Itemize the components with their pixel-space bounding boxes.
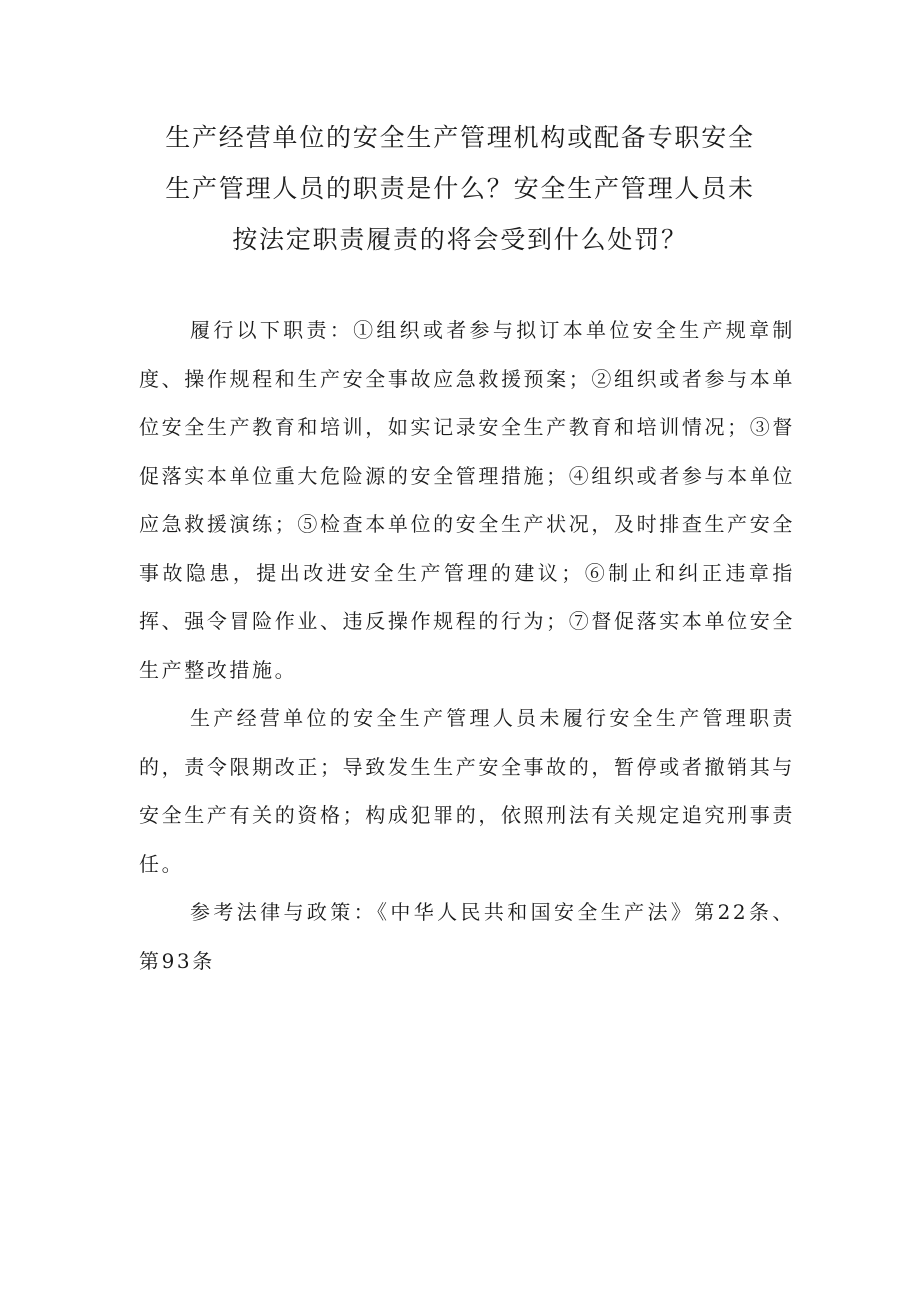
duties-paragraph: 履行以下职责：①组织或者参与拟订本单位安全生产规章制度、操作规程和生产安全事故应急救援预案；②组织或者参与本单位安全生产教育和培训，如实记录安全生产教育和培训情况；③督促落实本单位重大危险源的安全管理措施；④组织或者参与本单位应急救援演练；⑤检查本单位的安全生产状况，及时排查生产安全事故隐患，提出改进安全生产管理的建议；⑥制止和纠正违章指挥、强令冒险作业、违反操作规程的行为；⑦督促落实本单位安全生产整改措施。	[139, 318, 795, 682]
document-title	[150, 112, 770, 265]
title-line-3: 按法定职责履责的将会受到什么处罚？	[232, 225, 688, 254]
title-line-2: 生产管理人员的职责是什么？安全生产管理人员未	[165, 174, 755, 203]
title-line-1: 生产经营单位的安全生产管理机构或配备专职安全	[165, 123, 755, 152]
penalty-paragraph: 生产经营单位的安全生产管理人员未履行安全生产管理职责的，责令限期改正；导致发生生产安全事故的，暂停或者撤销其与安全生产有关的资格；构成犯罪的，依照刑法有关规定追究刑事责任。	[139, 706, 795, 876]
document-body	[139, 306, 795, 985]
reference-paragraph: 参考法律与政策：《中华人民共和国安全生产法》第22条、第93条	[139, 900, 795, 973]
